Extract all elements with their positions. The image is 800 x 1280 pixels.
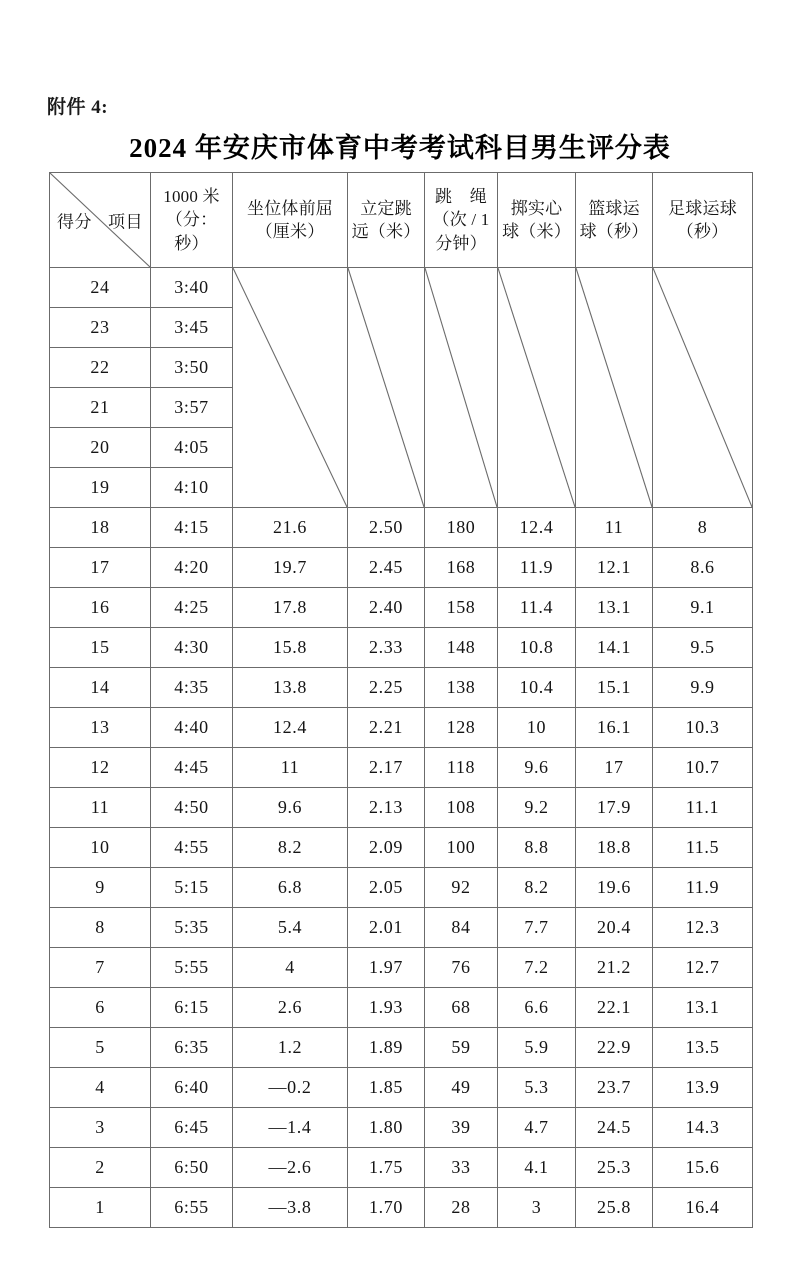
score-table-container — [49, 172, 752, 1228]
cell-sitreach: 17.8 — [233, 588, 348, 628]
column-header-ropeskip — [425, 173, 498, 268]
cell-ropeskip: 100 — [425, 828, 498, 868]
cell-run1000: 5:15 — [151, 868, 233, 908]
column-header-shotput — [498, 173, 576, 268]
cell-run1000: 4:35 — [151, 668, 233, 708]
cell-sitreach: 5.4 — [233, 908, 348, 948]
cell-football: 14.3 — [653, 1108, 753, 1148]
table-row — [50, 748, 753, 788]
column-header-football — [653, 173, 753, 268]
cell-score: 20 — [50, 428, 151, 468]
cell-run1000: 6:55 — [151, 1188, 233, 1228]
table-row — [50, 1188, 753, 1228]
cell-sitreach: —3.8 — [233, 1188, 348, 1228]
cell-score: 2 — [50, 1148, 151, 1188]
cell-shotput: 7.7 — [498, 908, 576, 948]
column-header-sitreach — [233, 173, 348, 268]
cell-football: 13.9 — [653, 1068, 753, 1108]
cell-longjump: 2.50 — [348, 508, 425, 548]
cell-blank-basketball — [576, 268, 653, 508]
cell-sitreach: 11 — [233, 748, 348, 788]
column-header-sitreach-text: 坐位体前屈 （厘米） — [247, 198, 333, 241]
cell-ropeskip: 118 — [425, 748, 498, 788]
cell-sitreach: —2.6 — [233, 1148, 348, 1188]
cell-sitreach: 21.6 — [233, 508, 348, 548]
cell-run1000: 4:05 — [151, 428, 233, 468]
table-head — [50, 173, 753, 268]
cell-score: 17 — [50, 548, 151, 588]
cell-longjump: 2.45 — [348, 548, 425, 588]
cell-blank-longjump — [348, 268, 425, 508]
cell-sitreach: 4 — [233, 948, 348, 988]
cell-shotput: 5.3 — [498, 1068, 576, 1108]
cell-shotput: 11.4 — [498, 588, 576, 628]
cell-basketball: 22.9 — [576, 1028, 653, 1068]
table-header-row — [50, 173, 753, 268]
cell-run1000: 4:10 — [151, 468, 233, 508]
cell-score: 13 — [50, 708, 151, 748]
cell-shotput: 10.4 — [498, 668, 576, 708]
cell-ropeskip: 59 — [425, 1028, 498, 1068]
cell-shotput: 9.6 — [498, 748, 576, 788]
cell-ropeskip: 138 — [425, 668, 498, 708]
table-row — [50, 868, 753, 908]
cell-football: 13.5 — [653, 1028, 753, 1068]
cell-football: 9.9 — [653, 668, 753, 708]
cell-longjump: 2.33 — [348, 628, 425, 668]
cell-basketball: 16.1 — [576, 708, 653, 748]
cell-ropeskip: 148 — [425, 628, 498, 668]
cell-run1000: 4:40 — [151, 708, 233, 748]
cell-run1000: 4:55 — [151, 828, 233, 868]
cell-longjump: 1.93 — [348, 988, 425, 1028]
column-header-basketball-text: 篮球运 球（秒） — [579, 198, 649, 241]
cell-shotput: 9.2 — [498, 788, 576, 828]
table-row — [50, 1068, 753, 1108]
table-row — [50, 988, 753, 1028]
cell-blank-sitreach — [233, 268, 348, 508]
cell-basketball: 21.2 — [576, 948, 653, 988]
diagonal-slash-icon — [425, 268, 497, 507]
cell-football: 10.3 — [653, 708, 753, 748]
table-row — [50, 548, 753, 588]
cell-score: 12 — [50, 748, 151, 788]
cell-basketball: 24.5 — [576, 1108, 653, 1148]
cell-football: 13.1 — [653, 988, 753, 1028]
cell-score: 16 — [50, 588, 151, 628]
cell-longjump: 1.89 — [348, 1028, 425, 1068]
cell-shotput: 3 — [498, 1188, 576, 1228]
cell-run1000: 6:45 — [151, 1108, 233, 1148]
corner-column-header-label: 项目 — [108, 212, 143, 232]
cell-longjump: 1.97 — [348, 948, 425, 988]
cell-basketball: 14.1 — [576, 628, 653, 668]
column-header-shotput-text: 掷实心 球（米） — [502, 198, 571, 241]
cell-sitreach: 12.4 — [233, 708, 348, 748]
cell-basketball: 15.1 — [576, 668, 653, 708]
cell-football: 11.1 — [653, 788, 753, 828]
column-header-longjump-text: 立定跳 远（米） — [351, 198, 421, 241]
cell-football: 8 — [653, 508, 753, 548]
cell-longjump: 1.75 — [348, 1148, 425, 1188]
cell-football: 9.5 — [653, 628, 753, 668]
cell-score: 23 — [50, 308, 151, 348]
cell-score: 9 — [50, 868, 151, 908]
table-row — [50, 948, 753, 988]
table-row — [50, 628, 753, 668]
cell-shotput: 7.2 — [498, 948, 576, 988]
cell-run1000: 3:50 — [151, 348, 233, 388]
cell-ropeskip: 180 — [425, 508, 498, 548]
page-title: 2024 年安庆市体育中考考试科目男生评分表 — [129, 133, 671, 163]
cell-basketball: 17 — [576, 748, 653, 788]
column-header-run1000 — [151, 173, 233, 268]
cell-ropeskip: 84 — [425, 908, 498, 948]
cell-shotput: 8.8 — [498, 828, 576, 868]
cell-ropeskip: 108 — [425, 788, 498, 828]
cell-run1000: 3:45 — [151, 308, 233, 348]
cell-ropeskip: 76 — [425, 948, 498, 988]
table-row — [50, 268, 753, 308]
cell-longjump: 2.17 — [348, 748, 425, 788]
cell-longjump: 2.25 — [348, 668, 425, 708]
cell-ropeskip: 128 — [425, 708, 498, 748]
cell-ropeskip: 158 — [425, 588, 498, 628]
cell-longjump: 1.80 — [348, 1108, 425, 1148]
cell-football: 12.3 — [653, 908, 753, 948]
table-row — [50, 668, 753, 708]
cell-football: 10.7 — [653, 748, 753, 788]
cell-longjump: 1.85 — [348, 1068, 425, 1108]
cell-run1000: 6:15 — [151, 988, 233, 1028]
diagonal-slash-icon — [653, 268, 752, 507]
cell-ropeskip: 39 — [425, 1108, 498, 1148]
cell-football: 11.9 — [653, 868, 753, 908]
cell-score: 19 — [50, 468, 151, 508]
cell-shotput: 5.9 — [498, 1028, 576, 1068]
cell-run1000: 4:30 — [151, 628, 233, 668]
cell-longjump: 2.40 — [348, 588, 425, 628]
cell-shotput: 4.7 — [498, 1108, 576, 1148]
cell-longjump: 2.01 — [348, 908, 425, 948]
cell-score: 15 — [50, 628, 151, 668]
cell-run1000: 3:40 — [151, 268, 233, 308]
cell-score: 10 — [50, 828, 151, 868]
cell-score: 5 — [50, 1028, 151, 1068]
cell-longjump: 1.70 — [348, 1188, 425, 1228]
cell-shotput: 6.6 — [498, 988, 576, 1028]
cell-run1000: 4:25 — [151, 588, 233, 628]
cell-run1000: 6:50 — [151, 1148, 233, 1188]
cell-football: 15.6 — [653, 1148, 753, 1188]
cell-basketball: 25.3 — [576, 1148, 653, 1188]
diagonal-slash-icon — [498, 268, 575, 507]
cell-score: 8 — [50, 908, 151, 948]
cell-ropeskip: 92 — [425, 868, 498, 908]
cell-ropeskip: 168 — [425, 548, 498, 588]
cell-score: 6 — [50, 988, 151, 1028]
cell-shotput: 10 — [498, 708, 576, 748]
corner-row-header-label: 得分 — [57, 212, 92, 232]
cell-run1000: 3:57 — [151, 388, 233, 428]
table-row — [50, 1108, 753, 1148]
cell-score: 11 — [50, 788, 151, 828]
cell-longjump: 2.13 — [348, 788, 425, 828]
cell-sitreach: —1.4 — [233, 1108, 348, 1148]
cell-football: 11.5 — [653, 828, 753, 868]
cell-shotput: 8.2 — [498, 868, 576, 908]
cell-sitreach: 2.6 — [233, 988, 348, 1028]
diagonal-slash-icon — [576, 268, 652, 507]
cell-football: 8.6 — [653, 548, 753, 588]
cell-blank-ropeskip — [425, 268, 498, 508]
cell-football: 9.1 — [653, 588, 753, 628]
cell-sitreach: —0.2 — [233, 1068, 348, 1108]
table-body — [50, 268, 753, 1228]
cell-basketball: 12.1 — [576, 548, 653, 588]
column-header-football-text: 足球运球 （秒） — [668, 198, 737, 241]
cell-run1000: 6:35 — [151, 1028, 233, 1068]
score-table — [49, 172, 753, 1228]
cell-shotput: 11.9 — [498, 548, 576, 588]
cell-ropeskip: 28 — [425, 1188, 498, 1228]
cell-basketball: 13.1 — [576, 588, 653, 628]
cell-ropeskip: 49 — [425, 1068, 498, 1108]
cell-score: 3 — [50, 1108, 151, 1148]
cell-sitreach: 13.8 — [233, 668, 348, 708]
cell-shotput: 4.1 — [498, 1148, 576, 1188]
cell-score: 4 — [50, 1068, 151, 1108]
cell-sitreach: 19.7 — [233, 548, 348, 588]
cell-sitreach: 1.2 — [233, 1028, 348, 1068]
cell-blank-football — [653, 268, 753, 508]
cell-basketball: 18.8 — [576, 828, 653, 868]
cell-basketball: 11 — [576, 508, 653, 548]
cell-score: 14 — [50, 668, 151, 708]
cell-run1000: 4:50 — [151, 788, 233, 828]
cell-score: 22 — [50, 348, 151, 388]
table-row — [50, 828, 753, 868]
cell-shotput: 10.8 — [498, 628, 576, 668]
column-header-basketball — [576, 173, 653, 268]
cell-blank-shotput — [498, 268, 576, 508]
cell-shotput: 12.4 — [498, 508, 576, 548]
table-row — [50, 588, 753, 628]
cell-sitreach: 15.8 — [233, 628, 348, 668]
cell-basketball: 25.8 — [576, 1188, 653, 1228]
cell-score: 1 — [50, 1188, 151, 1228]
cell-sitreach: 8.2 — [233, 828, 348, 868]
cell-run1000: 4:15 — [151, 508, 233, 548]
cell-longjump: 2.21 — [348, 708, 425, 748]
cell-ropeskip: 33 — [425, 1148, 498, 1188]
cell-basketball: 20.4 — [576, 908, 653, 948]
column-header-longjump — [348, 173, 425, 268]
cell-run1000: 5:35 — [151, 908, 233, 948]
cell-run1000: 4:20 — [151, 548, 233, 588]
table-row — [50, 788, 753, 828]
cell-score: 24 — [50, 268, 151, 308]
cell-basketball: 23.7 — [576, 1068, 653, 1108]
cell-football: 12.7 — [653, 948, 753, 988]
cell-sitreach: 6.8 — [233, 868, 348, 908]
column-header-run1000-text: 1000 米 （分： 秒） — [163, 186, 220, 253]
cell-basketball: 22.1 — [576, 988, 653, 1028]
cell-basketball: 19.6 — [576, 868, 653, 908]
cell-longjump: 2.09 — [348, 828, 425, 868]
cell-football: 16.4 — [653, 1188, 753, 1228]
table-row — [50, 908, 753, 948]
table-row — [50, 508, 753, 548]
cell-sitreach: 9.6 — [233, 788, 348, 828]
cell-score: 18 — [50, 508, 151, 548]
table-row — [50, 1028, 753, 1068]
cell-run1000: 5:55 — [151, 948, 233, 988]
diagonal-slash-icon — [348, 268, 424, 507]
table-row — [50, 708, 753, 748]
cell-ropeskip: 68 — [425, 988, 498, 1028]
cell-longjump: 2.05 — [348, 868, 425, 908]
cell-basketball: 17.9 — [576, 788, 653, 828]
corner-header-cell — [50, 173, 151, 268]
column-header-ropeskip-text: 跳 绳 （次 / 1 分钟） — [432, 186, 490, 253]
attachment-label: 附件 4: — [47, 97, 109, 118]
cell-score: 7 — [50, 948, 151, 988]
cell-score: 21 — [50, 388, 151, 428]
cell-run1000: 6:40 — [151, 1068, 233, 1108]
table-row — [50, 1148, 753, 1188]
diagonal-slash-icon — [233, 268, 347, 507]
cell-run1000: 4:45 — [151, 748, 233, 788]
